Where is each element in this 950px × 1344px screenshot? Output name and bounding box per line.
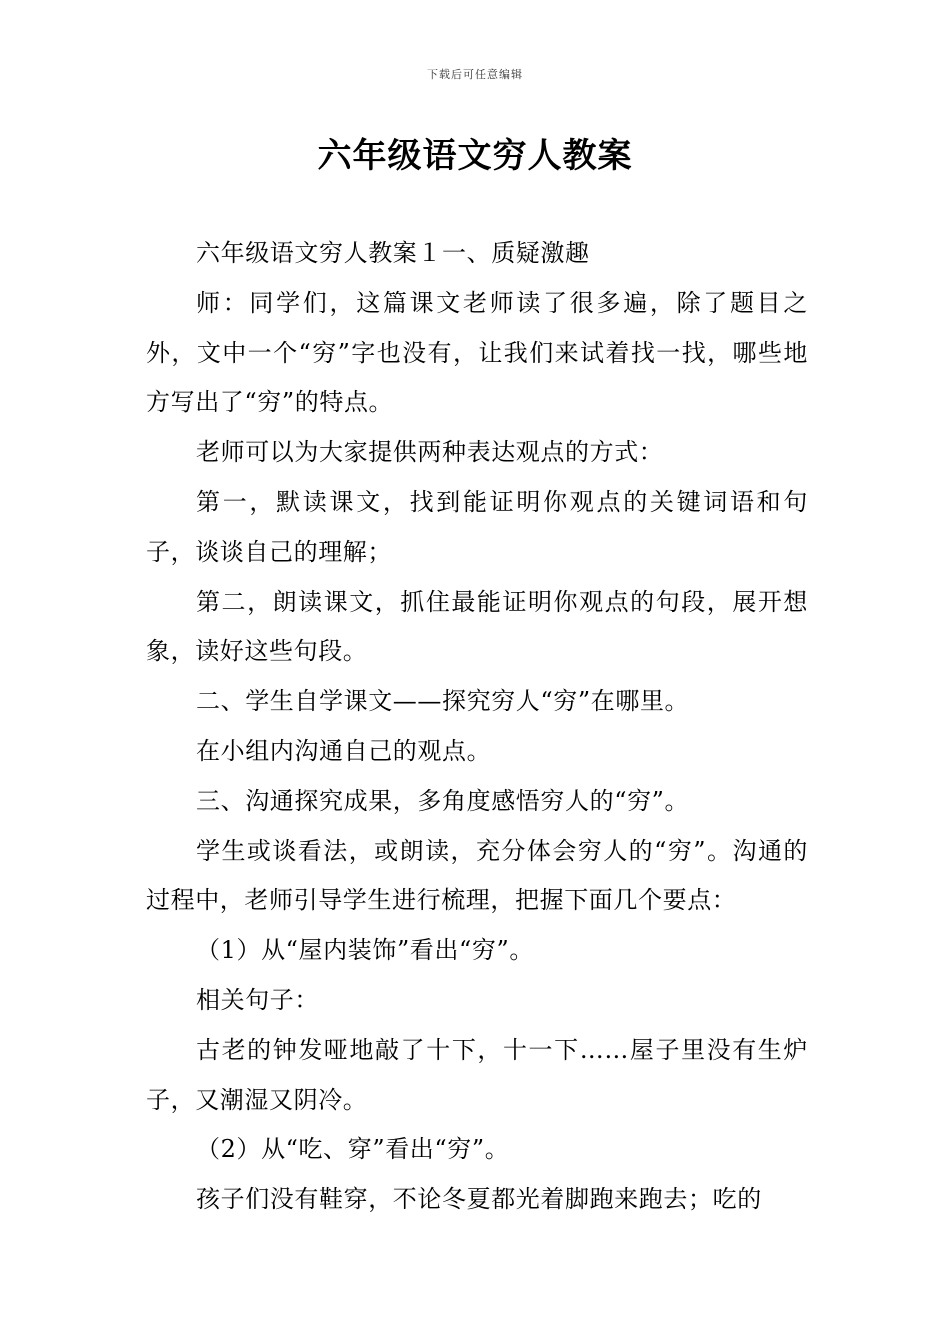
paragraph: 第一，默读课文，找到能证明你观点的关键词语和句子，谈谈自己的理解； [146,487,808,566]
paragraph: 二、学生自学课文——探究穷人“穷”在哪里。 [196,687,690,716]
paragraph: 学生或谈看法，或朗读，充分体会穷人的“穷”。沟通的过程中，老师引导学生进行梳理，把握下面几个要点： [146,836,808,915]
paragraph: 三、沟通探究成果，多角度感悟穷人的“穷”。 [196,786,690,815]
paragraph: 第二，朗读课文，抓住最能证明你观点的句段，展开想象，读好这些句段。 [146,587,808,666]
paragraph: （2）从“吃、穿”看出“穷”。 [196,1135,510,1164]
document-body [146,229,808,1225]
header-note: 下载后可任意编辑 [427,68,523,81]
paragraph: 六年级语文穷人教案１一、质疑激趣 [196,239,590,267]
paragraph: （1）从“屋内装饰”看出“穷”。 [196,936,534,965]
paragraph: 孩子们没有鞋穿，不论冬夏都光着脚跑来跑去；吃的 [196,1185,762,1214]
document-title: 六年级语文穷人教案 [317,136,633,176]
paragraph: 老师可以为大家提供两种表达观点的方式： [196,438,664,467]
paragraph: 相关句子： [196,985,319,1014]
paragraph: 在小组内沟通自己的观点。 [196,736,492,765]
paragraph: 师：同学们，这篇课文老师读了很多遍，除了题目之外，文中一个“穷”字也没有，让我们来试着找一找，哪些地方写出了“穷”的特点。 [146,288,808,417]
paragraph: 古老的钟发哑地敲了十下，十一下……屋子里没有生炉子，又潮湿又阴冷。 [146,1035,808,1114]
